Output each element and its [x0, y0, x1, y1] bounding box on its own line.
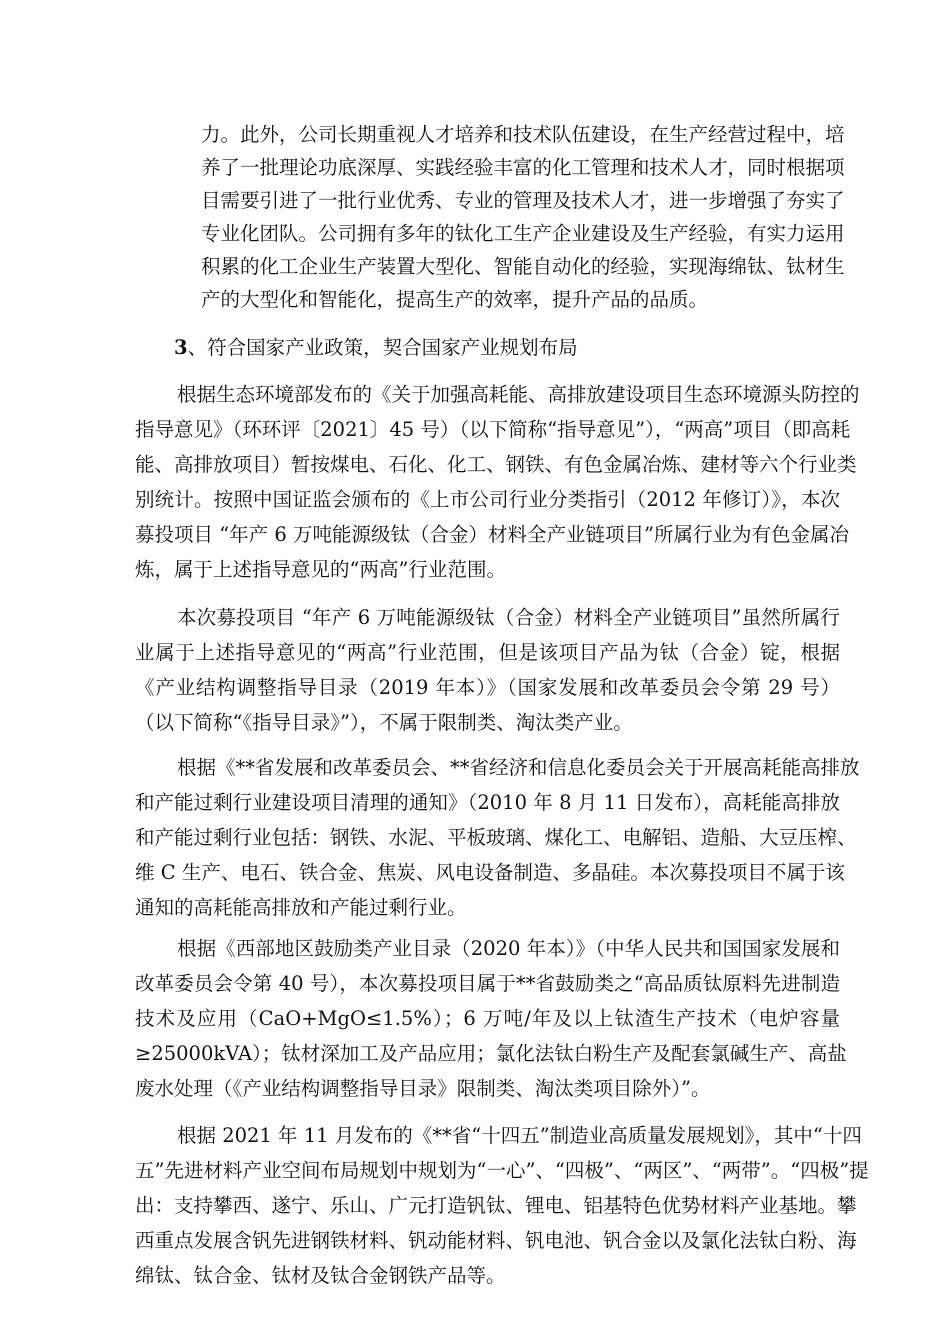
text-line: 五”先进材料产业空间布局规划中规划为“一心”、“四极”、“两区”、“两带”。“四极”提	[135, 1159, 869, 1182]
text-line: 维 C 生产、电石、铁合金、焦炭、风电设备制造、多晶硅。本次募投项目不属于该	[135, 861, 845, 884]
text-line: ≥25000kVA）；钛材深加工及产品应用；氯化法钛白粉生产及配套氯碱生产、高盐	[135, 1042, 847, 1065]
text-line: 养了一批理论功底深厚、实践经验丰富的化工管理和技术人才，同时根据项	[201, 156, 845, 179]
text-line: 能、高排放项目）暂按煤电、石化、化工、钢铁、有色金属冶炼、建材等六个行业类	[135, 453, 857, 476]
section-heading	[174, 336, 578, 360]
text-line: 改革委员会令第 40 号），本次募投项目属于**省鼓励类之“高品质钛原料先进制造	[135, 972, 840, 995]
text-line: 产的大型化和智能化，提高生产的效率，提升产品的品质。	[201, 288, 709, 311]
text-line: 募投项目 “年产 6 万吨能源级钛（合金）材料全产业链项目”所属行业为有色金属冶	[135, 523, 849, 546]
text-line: 专业化团队。公司拥有多年的钛化工生产企业建设及生产经验，有实力运用	[201, 222, 845, 245]
text-line: 业属于上述指导意见的“两高”行业范围，但是该项目产品为钛（合金）锭，根据	[135, 641, 840, 664]
section-number: 3	[174, 336, 188, 359]
text-line: 《产业结构调整指导目录（2019 年本）》（国家发展和改革委员会令第 29 号）	[135, 676, 840, 699]
text-line: 指导意见》（环环评〔2021〕45 号）（以下简称“指导意见”），“两高”项目（即高耗	[135, 418, 851, 441]
text-line: 目需要引进了一批行业优秀、专业的管理及技术人才，进一步增强了夯实了	[201, 189, 845, 212]
text-line: 根据《西部地区鼓励类产业目录（2020 年本）》（中华人民共和国国家发展和	[177, 937, 840, 960]
text-line: 根据生态环境部发布的《关于加强高耗能、高排放建设项目生态环境源头防控的	[177, 383, 860, 406]
section-title: 、符合国家产业政策，契合国家产业规划布局	[187, 336, 578, 359]
text-line: 本次募投项目 “年产 6 万吨能源级钛（合金）材料全产业链项目”虽然所属行	[177, 606, 840, 629]
text-line: 根据《**省发展和改革委员会、**省经济和信息化委员会关于开展高耗能高排放	[177, 756, 860, 779]
text-line: 绵钛、钛合金、钛材及钛合金钢铁产品等。	[135, 1264, 506, 1287]
text-line: 和产能过剩行业建设项目清理的通知》（2010 年 8 月 11 日发布），高耗能高排放	[135, 791, 840, 814]
text-line: （以下简称“《指导目录》”），不属于限制类、淘汰类产业。	[135, 711, 633, 734]
text-line: 技术及应用（CaO+MgO≤1.5%）；6 万吨/年及以上钛渣生产技术（电炉容量	[135, 1007, 840, 1030]
text-line: 别统计。按照中国证监会颁布的《上市公司行业分类指引（2012 年修订）》，本次	[135, 488, 840, 511]
text-line: 和产能过剩行业包括：钢铁、水泥、平板玻璃、煤化工、电解铝、造船、大豆压榨、	[135, 826, 857, 849]
text-line: 根据 2021 年 11 月发布的《**省“十四五”制造业高质量发展规划》，其中“十四	[177, 1124, 862, 1147]
text-line: 通知的高耗能高排放和产能过剩行业。	[135, 896, 467, 919]
text-line: 炼，属于上述指导意见的“两高”行业范围。	[135, 558, 506, 581]
text-line: 积累的化工企业生产装置大型化、智能自动化的经验，实现海绵钛、钛材生	[201, 255, 845, 278]
text-line: 西重点发展含钒先进钢铁材料、钒动能材料、钒电池、钒合金以及氯化法钛白粉、海	[135, 1229, 857, 1252]
text-line: 废水处理（《产业结构调整指导目录》限制类、淘汰类项目除外）”。	[135, 1077, 711, 1100]
text-line: 力。此外，公司长期重视人才培养和技术队伍建设，在生产经营过程中，培	[201, 123, 845, 146]
text-line: 出：支持攀西、遂宁、乐山、广元打造钒钛、锂电、铝基特色优势材料产业基地。攀	[135, 1194, 857, 1217]
